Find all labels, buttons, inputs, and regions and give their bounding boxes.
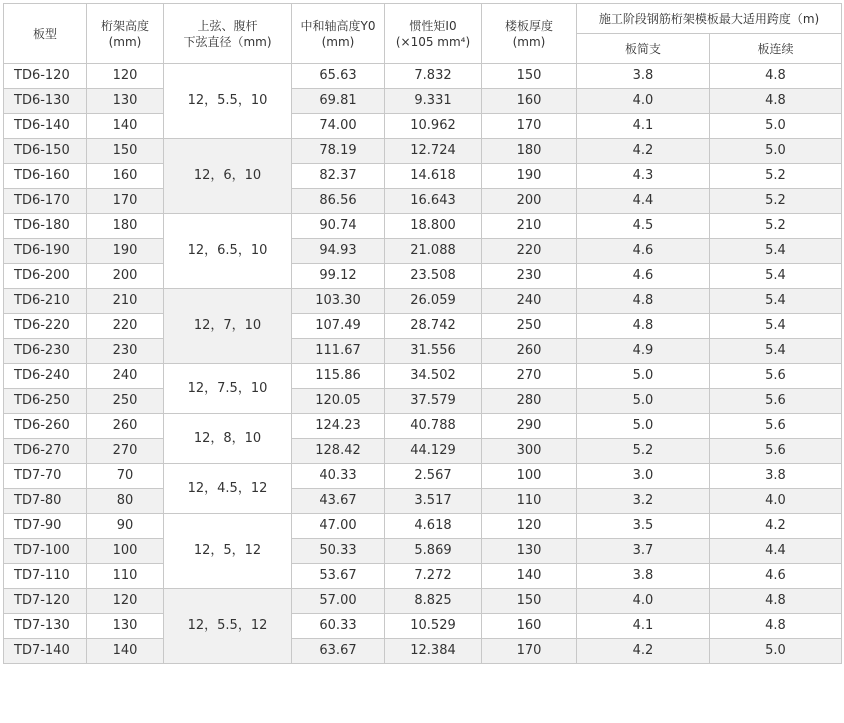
header-inertia (385, 4, 482, 64)
table-row (4, 564, 842, 589)
cell-inertia: 8.825 (385, 589, 482, 614)
table-row (4, 414, 842, 439)
cell-simple-support: 4.8 (577, 314, 710, 339)
cell-continuous: 4.2 (710, 514, 842, 539)
cell-neutral-axis: 43.67 (292, 489, 385, 514)
cell-neutral-axis: 74.00 (292, 114, 385, 139)
cell-simple-support: 3.8 (577, 64, 710, 89)
cell-type: TD7-70 (4, 464, 87, 489)
table-row (4, 114, 842, 139)
cell-neutral-axis: 78.19 (292, 139, 385, 164)
cell-inertia: 9.331 (385, 89, 482, 114)
cell-truss-height: 120 (87, 64, 164, 89)
cell-diameters: 12，8，10 (164, 414, 292, 464)
cell-truss-height: 90 (87, 514, 164, 539)
cell-diameters: 12，6.5，10 (164, 214, 292, 289)
table-header (4, 4, 842, 64)
cell-continuous: 5.4 (710, 264, 842, 289)
header-span-group: 施工阶段钢筋桁架模板最大适用跨度（m) (577, 4, 842, 34)
table-body (4, 64, 842, 664)
cell-slab-thickness: 170 (482, 639, 577, 664)
cell-truss-height: 160 (87, 164, 164, 189)
cell-truss-height: 130 (87, 89, 164, 114)
cell-slab-thickness: 110 (482, 489, 577, 514)
cell-simple-support: 5.0 (577, 364, 710, 389)
header-inertia-line1: 惯性矩I0 (409, 18, 457, 33)
cell-simple-support: 3.5 (577, 514, 710, 539)
cell-neutral-axis: 60.33 (292, 614, 385, 639)
cell-type: TD7-80 (4, 489, 87, 514)
header-neutral-axis-line1: 中和轴高度Y0 (300, 18, 376, 33)
table-row (4, 614, 842, 639)
cell-neutral-axis: 124.23 (292, 414, 385, 439)
cell-simple-support: 4.2 (577, 139, 710, 164)
cell-type: TD6-140 (4, 114, 87, 139)
header-diameters (164, 4, 292, 64)
cell-slab-thickness: 220 (482, 239, 577, 264)
cell-neutral-axis: 90.74 (292, 214, 385, 239)
header-neutral-axis (292, 4, 385, 64)
cell-truss-height: 250 (87, 389, 164, 414)
cell-diameters: 12，5.5，12 (164, 589, 292, 664)
cell-continuous: 5.4 (710, 289, 842, 314)
cell-inertia: 12.724 (385, 139, 482, 164)
cell-simple-support: 4.2 (577, 639, 710, 664)
cell-type: TD6-130 (4, 89, 87, 114)
cell-neutral-axis: 120.05 (292, 389, 385, 414)
cell-type: TD6-190 (4, 239, 87, 264)
cell-truss-height: 240 (87, 364, 164, 389)
cell-diameters: 12，5.5，10 (164, 64, 292, 139)
cell-truss-height: 100 (87, 539, 164, 564)
cell-inertia: 21.088 (385, 239, 482, 264)
cell-type: TD7-120 (4, 589, 87, 614)
cell-simple-support: 4.3 (577, 164, 710, 189)
cell-truss-height: 140 (87, 639, 164, 664)
table-row (4, 314, 842, 339)
cell-continuous: 5.0 (710, 114, 842, 139)
cell-simple-support: 3.8 (577, 564, 710, 589)
cell-inertia: 7.272 (385, 564, 482, 589)
cell-continuous: 5.2 (710, 189, 842, 214)
cell-slab-thickness: 210 (482, 214, 577, 239)
cell-diameters: 12，6，10 (164, 139, 292, 214)
cell-neutral-axis: 53.67 (292, 564, 385, 589)
table-row (4, 514, 842, 539)
cell-truss-height: 70 (87, 464, 164, 489)
cell-inertia: 2.567 (385, 464, 482, 489)
table-row (4, 364, 842, 389)
cell-inertia: 18.800 (385, 214, 482, 239)
cell-inertia: 3.517 (385, 489, 482, 514)
cell-slab-thickness: 230 (482, 264, 577, 289)
cell-inertia: 16.643 (385, 189, 482, 214)
cell-continuous: 5.6 (710, 414, 842, 439)
cell-continuous: 5.4 (710, 239, 842, 264)
cell-continuous: 4.8 (710, 589, 842, 614)
cell-continuous: 5.6 (710, 364, 842, 389)
table-row (4, 64, 842, 89)
table-row (4, 389, 842, 414)
cell-type: TD7-140 (4, 639, 87, 664)
cell-simple-support: 3.0 (577, 464, 710, 489)
cell-continuous: 5.2 (710, 214, 842, 239)
cell-continuous: 3.8 (710, 464, 842, 489)
header-truss-height (87, 4, 164, 64)
header-neutral-axis-line2: (mm) (321, 34, 355, 49)
cell-inertia: 37.579 (385, 389, 482, 414)
header-truss-height-line1: 桁架高度 (100, 18, 149, 33)
cell-type: TD6-250 (4, 389, 87, 414)
cell-inertia: 14.618 (385, 164, 482, 189)
cell-type: TD6-170 (4, 189, 87, 214)
cell-truss-height: 210 (87, 289, 164, 314)
cell-type: TD6-180 (4, 214, 87, 239)
table-row (4, 639, 842, 664)
cell-inertia: 10.529 (385, 614, 482, 639)
cell-continuous: 5.6 (710, 439, 842, 464)
cell-slab-thickness: 150 (482, 64, 577, 89)
cell-inertia: 5.869 (385, 539, 482, 564)
cell-truss-height: 180 (87, 214, 164, 239)
cell-diameters: 12，7.5，10 (164, 364, 292, 414)
cell-slab-thickness: 250 (482, 314, 577, 339)
cell-simple-support: 4.1 (577, 114, 710, 139)
table-row (4, 239, 842, 264)
table-row (4, 289, 842, 314)
cell-continuous: 4.0 (710, 489, 842, 514)
table-row (4, 464, 842, 489)
cell-continuous: 4.4 (710, 539, 842, 564)
cell-neutral-axis: 65.63 (292, 64, 385, 89)
cell-continuous: 5.0 (710, 139, 842, 164)
table-row (4, 139, 842, 164)
cell-type: TD6-270 (4, 439, 87, 464)
cell-diameters: 12，7，10 (164, 289, 292, 364)
cell-continuous: 5.4 (710, 339, 842, 364)
cell-truss-height: 120 (87, 589, 164, 614)
cell-slab-thickness: 130 (482, 539, 577, 564)
cell-neutral-axis: 128.42 (292, 439, 385, 464)
cell-simple-support: 4.8 (577, 289, 710, 314)
cell-slab-thickness: 190 (482, 164, 577, 189)
cell-simple-support: 4.4 (577, 189, 710, 214)
cell-type: TD6-260 (4, 414, 87, 439)
cell-neutral-axis: 107.49 (292, 314, 385, 339)
table-row (4, 89, 842, 114)
cell-inertia: 23.508 (385, 264, 482, 289)
cell-type: TD6-220 (4, 314, 87, 339)
header-diameters-line2: 下弦直径（mm) (183, 34, 272, 49)
header-type: 板型 (4, 4, 87, 64)
cell-continuous: 4.8 (710, 89, 842, 114)
cell-continuous: 4.8 (710, 614, 842, 639)
table-row (4, 164, 842, 189)
table-row (4, 339, 842, 364)
header-diameters-line1: 上弦、腹杆 (197, 18, 258, 33)
cell-continuous: 5.2 (710, 164, 842, 189)
cell-slab-thickness: 170 (482, 114, 577, 139)
cell-type: TD6-210 (4, 289, 87, 314)
cell-neutral-axis: 82.37 (292, 164, 385, 189)
table-row (4, 539, 842, 564)
cell-inertia: 44.129 (385, 439, 482, 464)
cell-slab-thickness: 180 (482, 139, 577, 164)
cell-slab-thickness: 270 (482, 364, 577, 389)
table-row (4, 264, 842, 289)
cell-type: TD6-120 (4, 64, 87, 89)
cell-type: TD7-130 (4, 614, 87, 639)
table-row (4, 214, 842, 239)
header-slab-thickness-line2: (mm) (512, 34, 546, 49)
cell-inertia: 26.059 (385, 289, 482, 314)
cell-type: TD7-110 (4, 564, 87, 589)
cell-neutral-axis: 50.33 (292, 539, 385, 564)
cell-neutral-axis: 40.33 (292, 464, 385, 489)
cell-truss-height: 190 (87, 239, 164, 264)
cell-neutral-axis: 47.00 (292, 514, 385, 539)
cell-type: TD6-150 (4, 139, 87, 164)
cell-slab-thickness: 290 (482, 414, 577, 439)
header-simple-support: 板简支 (577, 34, 710, 64)
header-truss-height-line2: (mm) (108, 34, 142, 49)
cell-truss-height: 260 (87, 414, 164, 439)
table-row (4, 489, 842, 514)
cell-type: TD6-240 (4, 364, 87, 389)
cell-diameters: 12，5，12 (164, 514, 292, 589)
cell-continuous: 4.8 (710, 64, 842, 89)
cell-continuous: 5.0 (710, 639, 842, 664)
cell-inertia: 4.618 (385, 514, 482, 539)
cell-truss-height: 170 (87, 189, 164, 214)
cell-neutral-axis: 57.00 (292, 589, 385, 614)
cell-slab-thickness: 200 (482, 189, 577, 214)
header-slab-thickness-line1: 楼板厚度 (504, 18, 553, 33)
cell-inertia: 31.556 (385, 339, 482, 364)
cell-slab-thickness: 160 (482, 89, 577, 114)
cell-simple-support: 4.9 (577, 339, 710, 364)
cell-inertia: 7.832 (385, 64, 482, 89)
cell-simple-support: 5.0 (577, 414, 710, 439)
cell-truss-height: 110 (87, 564, 164, 589)
cell-truss-height: 270 (87, 439, 164, 464)
cell-slab-thickness: 120 (482, 514, 577, 539)
cell-simple-support: 4.6 (577, 239, 710, 264)
cell-truss-height: 220 (87, 314, 164, 339)
cell-type: TD7-90 (4, 514, 87, 539)
cell-continuous: 4.6 (710, 564, 842, 589)
cell-simple-support: 5.2 (577, 439, 710, 464)
cell-truss-height: 150 (87, 139, 164, 164)
cell-type: TD6-160 (4, 164, 87, 189)
cell-neutral-axis: 111.67 (292, 339, 385, 364)
cell-slab-thickness: 160 (482, 614, 577, 639)
cell-simple-support: 4.6 (577, 264, 710, 289)
cell-neutral-axis: 69.81 (292, 89, 385, 114)
cell-neutral-axis: 63.67 (292, 639, 385, 664)
cell-inertia: 10.962 (385, 114, 482, 139)
cell-type: TD6-200 (4, 264, 87, 289)
cell-type: TD7-100 (4, 539, 87, 564)
cell-simple-support: 3.7 (577, 539, 710, 564)
cell-truss-height: 140 (87, 114, 164, 139)
cell-slab-thickness: 280 (482, 389, 577, 414)
cell-neutral-axis: 103.30 (292, 289, 385, 314)
cell-simple-support: 4.5 (577, 214, 710, 239)
cell-simple-support: 4.1 (577, 614, 710, 639)
header-inertia-line2: (×105 mm⁴) (395, 34, 471, 49)
header-slab-thickness (482, 4, 577, 64)
cell-truss-height: 200 (87, 264, 164, 289)
table-row (4, 589, 842, 614)
cell-truss-height: 230 (87, 339, 164, 364)
table-row (4, 189, 842, 214)
cell-truss-height: 80 (87, 489, 164, 514)
cell-slab-thickness: 150 (482, 589, 577, 614)
cell-continuous: 5.4 (710, 314, 842, 339)
cell-slab-thickness: 240 (482, 289, 577, 314)
cell-inertia: 12.384 (385, 639, 482, 664)
cell-simple-support: 4.0 (577, 89, 710, 114)
cell-neutral-axis: 99.12 (292, 264, 385, 289)
cell-simple-support: 3.2 (577, 489, 710, 514)
cell-slab-thickness: 140 (482, 564, 577, 589)
header-continuous: 板连续 (710, 34, 842, 64)
table-row (4, 439, 842, 464)
cell-inertia: 40.788 (385, 414, 482, 439)
truss-spec-table (3, 3, 842, 664)
cell-inertia: 28.742 (385, 314, 482, 339)
cell-slab-thickness: 300 (482, 439, 577, 464)
cell-neutral-axis: 115.86 (292, 364, 385, 389)
cell-type: TD6-230 (4, 339, 87, 364)
cell-slab-thickness: 260 (482, 339, 577, 364)
cell-simple-support: 5.0 (577, 389, 710, 414)
cell-neutral-axis: 94.93 (292, 239, 385, 264)
cell-truss-height: 130 (87, 614, 164, 639)
cell-simple-support: 4.0 (577, 589, 710, 614)
cell-slab-thickness: 100 (482, 464, 577, 489)
cell-inertia: 34.502 (385, 364, 482, 389)
cell-diameters: 12，4.5，12 (164, 464, 292, 514)
cell-continuous: 5.6 (710, 389, 842, 414)
cell-neutral-axis: 86.56 (292, 189, 385, 214)
